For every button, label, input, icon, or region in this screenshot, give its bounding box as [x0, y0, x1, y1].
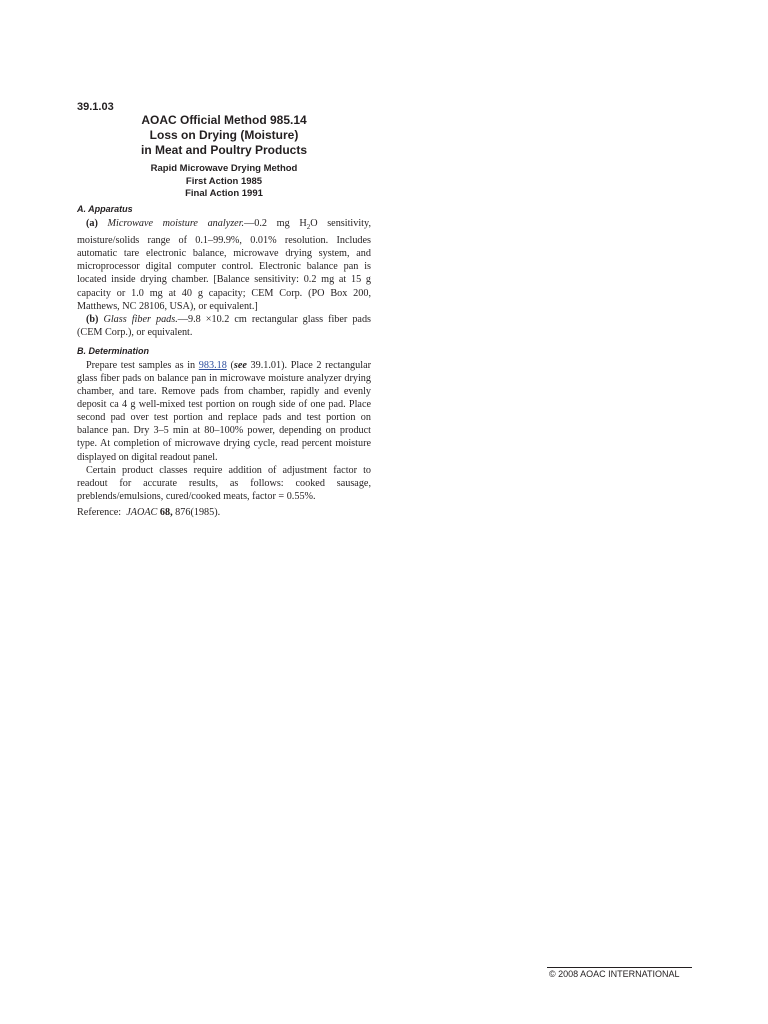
- reference-pages: 876(1985).: [175, 506, 221, 518]
- item-a-text: O sensitivity, moisture/solids range of 0.1–99.9%, 0.01% resolution. Includes automatic tare electronic balance, microwave drying system, and microprocessor digital computer control. Electronic balance pan is located inside drying chamber. [Balance sensitivity: 0.2 mg at 15 g capacity or 1.0 mg at 40 g capacity; CEM Corp. (PO Box 200, Matthews, NC 28106, USA), or equivalent.]: [77, 218, 371, 312]
- item-b-text: —9.8 ×10.2 cm rectangular glass fiber pads (CEM Corp.), or equivalent.: [77, 313, 371, 338]
- first-action: First Action 1985: [185, 175, 263, 187]
- determination-para-2: Certain product classes require addition of adjustment factor to readout for accurate results, as follows: cooked sausage, preblends/emulsions, cured/cooked meats, factor = 0.55%.: [77, 464, 371, 502]
- item-b-term: Glass fiber pads.: [103, 313, 178, 325]
- para1-see: see: [233, 359, 247, 371]
- reference-volume: 68,: [159, 506, 173, 518]
- item-a-subscript: 2: [306, 223, 311, 232]
- method-subtitle: Rapid Microwave Drying Method: [150, 163, 298, 174]
- apparatus-item-b: [77, 313, 371, 339]
- method-983-18-link[interactable]: 983.18: [198, 359, 227, 371]
- section-number: 39.1.03: [77, 101, 114, 113]
- method-title-block: [77, 113, 371, 201]
- method-title: AOAC Official Method 985.14: [141, 113, 307, 127]
- final-action: Final Action 1991: [185, 188, 263, 199]
- item-a-label: (a): [86, 218, 98, 229]
- method-title-line2: Loss on Drying (Moisture): [149, 128, 299, 142]
- para1-paren: (: [226, 359, 234, 371]
- item-b-label: (b): [86, 313, 99, 325]
- para1-text: 39.1.01). Place 2 rectangular glass fiber pads on balance pan in microwave moisture analyzer drying chamber, and tare. Remove pads from chamber, rapidly and evenly deposit ca 4 g well-mixed test portion on rough side of one pad. Place second pad over test portion and replace pads and test portion on balance pan. Dry 3–5 min at 80–100% power, depending on product type. At completion of microwave drying cycle, read percent moisture displayed on digital readout panel.: [77, 359, 371, 463]
- reference-line: [77, 506, 371, 519]
- copyright-footer: © 2008 AOAC INTERNATIONAL: [549, 969, 680, 979]
- determination-para-1: [77, 359, 371, 464]
- section-a-heading: A. Apparatus: [77, 204, 133, 214]
- item-a-term: Microwave moisture analyzer.: [107, 218, 245, 229]
- reference-journal: JAOAC: [126, 506, 158, 518]
- footer-rule: [547, 967, 692, 968]
- section-b-heading: B. Determination: [77, 345, 150, 356]
- method-title-line3: in Meat and Poultry Products: [140, 143, 308, 157]
- para1-text-pre: Prepare test samples as in: [86, 359, 199, 371]
- item-a-text-pre: —0.2 mg H: [244, 218, 307, 229]
- apparatus-item-a: [77, 217, 371, 313]
- method-content: [77, 203, 371, 519]
- reference-label: Reference:: [77, 506, 122, 518]
